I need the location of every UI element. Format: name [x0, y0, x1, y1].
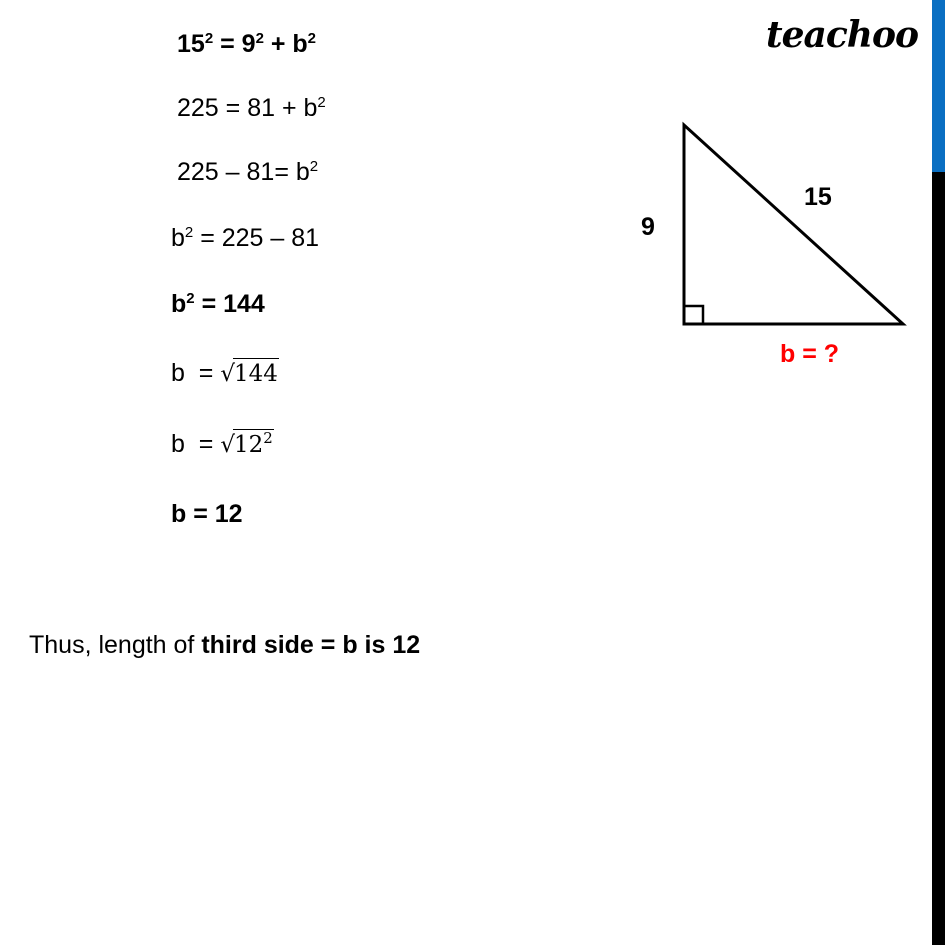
right-triangle	[684, 125, 903, 324]
step-4: $b^2 = 225 - 81$	[171, 224, 320, 252]
step-3: $225 - 81= b^2$	[177, 158, 319, 186]
teachoo-logo: teachoo	[766, 14, 918, 56]
step-1: $15^2 = 9^2 + b^2$	[177, 30, 317, 58]
side-label-9: 9	[641, 213, 655, 241]
step-5: $b^2 = 144$	[171, 290, 265, 318]
base-label: b = ?	[780, 340, 840, 368]
right-angle-marker	[684, 306, 703, 324]
step-2: $225 = 81 + b^2$	[177, 94, 326, 122]
conclusion: Thus, length of third side = b is 12	[29, 631, 421, 659]
step-7: $b = √12^2$	[171, 429, 273, 458]
hypotenuse-label: 15	[804, 183, 832, 211]
step-8: b = 12	[171, 500, 243, 528]
step-6: b = √144	[171, 359, 278, 387]
